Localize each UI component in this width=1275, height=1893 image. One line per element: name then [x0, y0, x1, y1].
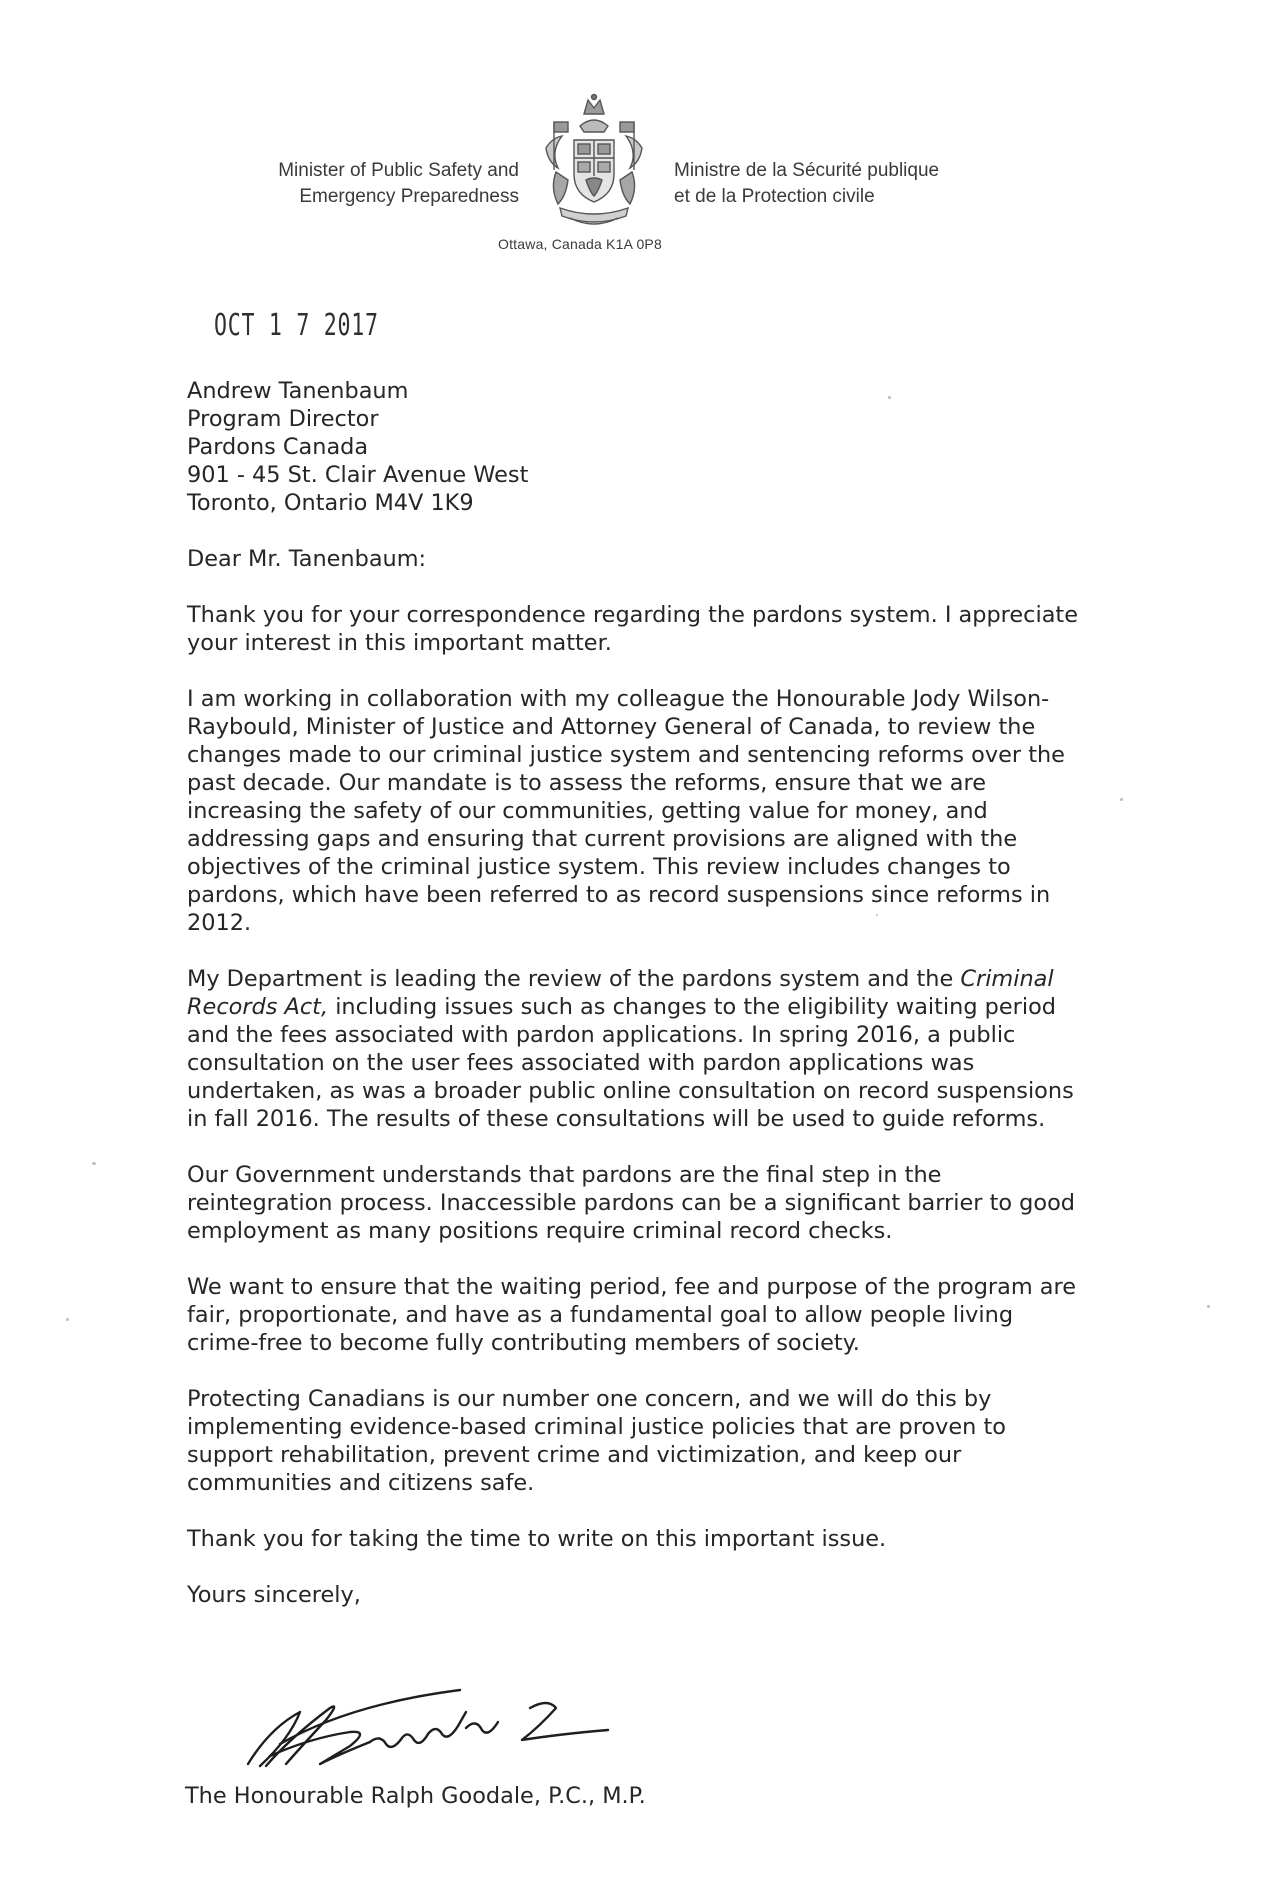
- paragraph-1: Thank you for your correspondence regarding the pardons system. I appreciate your interest in this important matter.: [187, 602, 1078, 656]
- handwritten-signature: [230, 1668, 650, 1778]
- recipient-address: [187, 377, 1087, 517]
- scan-speck: [1207, 1305, 1210, 1308]
- letterhead-english: [278, 158, 519, 210]
- scan-speck: [1120, 798, 1123, 801]
- letterhead-english-line2: Emergency Preparedness: [299, 186, 519, 207]
- paragraph-3-lead: My Department is leading the review of the pardons system and the: [187, 966, 961, 992]
- paragraph-3: [187, 965, 1087, 1133]
- recipient-name: Andrew Tanenbaum: [187, 378, 409, 404]
- signatory-name: The Honourable Ralph Goodale, P.C., M.P.: [185, 1783, 646, 1809]
- recipient-street: 901 - 45 St. Clair Avenue West: [187, 462, 529, 488]
- letterhead-city: Ottawa, Canada K1A 0P8: [498, 236, 662, 252]
- letter-body: [187, 377, 1087, 1609]
- recipient-city: Toronto, Ontario M4V 1K9: [187, 490, 474, 516]
- paragraph-3-rest: including issues such as changes to the eligibility waiting period and the fees associated with pardon applications. In spring 2016, a public consultation on the user fees associated with pardon applications was undertaken, as was a broader public online consultation on record suspensions in fall 2016. The results of these consultations will be used to guide reforms.: [187, 994, 1074, 1132]
- letterhead-french: [674, 158, 939, 210]
- closing: Yours sincerely,: [187, 1582, 361, 1608]
- paragraph-4: Our Government understands that pardons are the final step in the reintegration process. Inaccessible pardons can be a significant barrier to good employment as many positions require criminal record checks.: [187, 1162, 1076, 1244]
- scan-speck: [66, 1318, 69, 1321]
- salutation: Dear Mr. Tanenbaum:: [187, 546, 427, 572]
- paragraph-6: Protecting Canadians is our number one concern, and we will do this by implementing evidence-based criminal justice policies that are proven to support rehabilitation, prevent crime and victimization, and keep our communities and citizens safe.: [187, 1386, 1006, 1496]
- paragraph-2: I am working in collaboration with my colleague the Honourable Jody Wilson-Raybould, Minister of Justice and Attorney General of Canada, to review the changes made to our criminal justice system and sentencing reforms over the past decade. Our mandate is to assess the reforms, ensure that we are increasing the safety of our communities, getting value for money, and addressing gaps and ensuring that current provisions are aligned with the objectives of the criminal justice system. This review includes changes to pardons, which have been referred to as record suspensions since reforms in 2012.: [187, 686, 1065, 936]
- date-stamp: OCT 1 7 2017: [214, 308, 379, 343]
- paragraph-5: We want to ensure that the waiting period, fee and purpose of the program are fair, proportionate, and have as a fundamental goal to allow people living crime-free to become fully contributing members of society.: [187, 1274, 1076, 1356]
- letterhead-english-line1: Minister of Public Safety and: [278, 160, 519, 181]
- recipient-title: Program Director: [187, 406, 379, 432]
- scan-speck: [92, 1162, 96, 1165]
- criminal-records-act-title: Criminal Records Act,: [187, 966, 1054, 1020]
- letterhead-french-line1: Ministre de la Sécurité publique: [674, 160, 940, 181]
- canada-coat-of-arms-icon: [540, 92, 648, 232]
- letterhead-french-line2: et de la Protection civile: [674, 186, 875, 207]
- scan-speck: [888, 396, 891, 399]
- paragraph-7: Thank you for taking the time to write on this important issue.: [187, 1526, 887, 1552]
- scan-speck: [876, 914, 878, 916]
- recipient-organization: Pardons Canada: [187, 434, 369, 460]
